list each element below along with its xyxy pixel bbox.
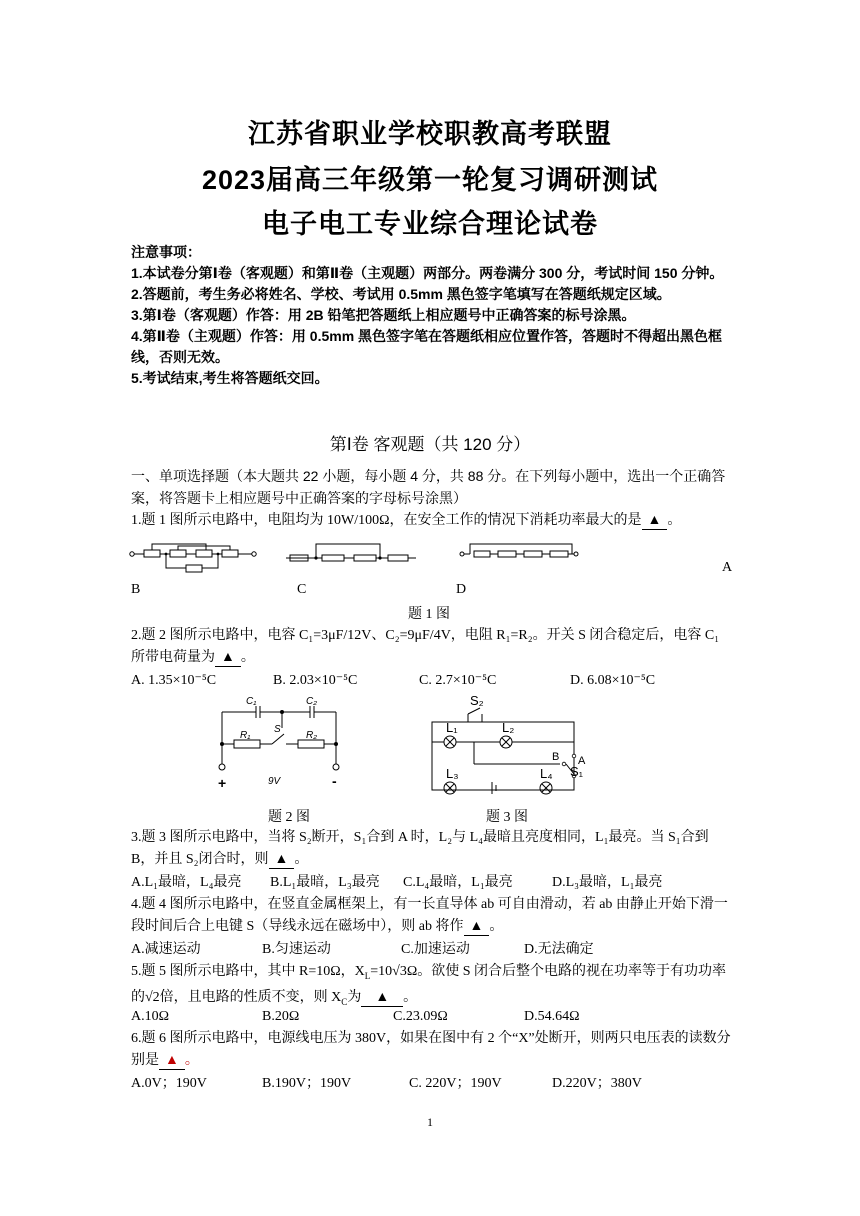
page-number: 1 — [427, 1115, 433, 1129]
option-c[interactable]: C.L₄最暗，L₁最亮 — [403, 875, 513, 890]
q5-text: 5.题 5 图所示电路中，其中 R=10Ω，$X_L=10√3\Omega$。欲使 S 闭合后整个电路的视在功率等于有功功率的√2倍，且电路的性质不变，则 $X_C$为 ▲ 。 — [131, 964, 727, 1007]
q1-figure — [126, 538, 736, 578]
terminal-icon — [130, 552, 134, 556]
answer-blank[interactable]: ▲ — [215, 650, 241, 667]
option-c[interactable]: C.23.09Ω — [393, 1009, 448, 1024]
q1-label-a: A — [722, 560, 733, 575]
option-d[interactable]: D.L₃最暗，L₁最亮 — [552, 875, 663, 890]
q2-text: 2.题 2 图所示电路中，电容 C₁=3μF/12V、C₂=9μF/4V，电阻 R₁=R₂。开关 S 闭合稳定后，电容 C₁所带电荷量为 ▲ 。 — [131, 628, 720, 665]
l3-label: L₃ — [446, 766, 459, 781]
exam-title-line1: 江苏省职业学校职教高考联盟 — [248, 119, 612, 149]
q1-label-c: C — [297, 582, 307, 597]
l4-label: L₄ — [540, 766, 553, 781]
exam-title-line3: 电子电工专业综合理论试卷 — [262, 209, 598, 239]
s-label: S — [274, 724, 281, 735]
q3-caption: 题 3 图 — [486, 810, 528, 825]
answer-blank[interactable]: ▲ — [159, 1053, 185, 1070]
s1-label: S₁ — [570, 764, 584, 779]
q2-circuit-figure — [210, 692, 350, 794]
b-label: B — [552, 751, 560, 763]
q1-text: 1.题 1 图所示电路中，电阻均为 10W/100Ω，在安全工作的情况下消耗功率最大的是 ▲ 。 — [131, 513, 682, 528]
answer-blank[interactable]: ▲ — [464, 919, 490, 936]
l1-label: L₁ — [446, 720, 458, 735]
r2-label: R₂ — [306, 730, 318, 741]
r1-label: R₁ — [240, 730, 251, 741]
section-title: 第Ⅰ卷 客观题（共 120 分） — [329, 435, 531, 454]
option-a[interactable]: A.减速运动 — [131, 942, 201, 957]
q1-label-b: B — [131, 582, 141, 597]
option-a[interactable]: A. 1.35×10⁻⁵C — [131, 673, 217, 688]
minus-label: - — [332, 773, 337, 789]
option-d[interactable]: D.无法确定 — [524, 942, 594, 957]
voltage-label: 9V — [268, 776, 281, 787]
option-b[interactable]: B.20Ω — [262, 1009, 300, 1024]
c1-label: C₁ — [246, 696, 257, 707]
note-3: 3.第Ⅰ卷（客观题）作答：用 2B 铅笔把答题纸上相应题号中正确答案的标号涂黑。 — [131, 307, 636, 323]
option-d[interactable]: D.220V；380V — [552, 1076, 642, 1091]
answer-blank[interactable]: ▲ — [361, 990, 403, 1007]
option-b[interactable]: B. 2.03×10⁻⁵C — [273, 673, 358, 688]
switch-s2-icon — [468, 708, 480, 714]
option-b[interactable]: B.L₁最暗，L₃最亮 — [270, 875, 380, 890]
option-b[interactable]: B.匀速运动 — [262, 942, 331, 957]
l2-label: L₂ — [502, 720, 515, 735]
part1-instructions: 一、单项选择题（本大题共 22 小题，每小题 4 分，共 88 分。在下列每小题中，选出一个正确答案，将答题卡上相应题号中正确答案的字母标号涂黑） — [131, 468, 726, 506]
note-5: 5.考试结束,考生将答题纸交回。 — [131, 370, 329, 386]
option-d[interactable]: D. 6.08×10⁻⁵C — [570, 673, 656, 688]
option-a[interactable]: A.10Ω — [131, 1009, 170, 1024]
q6-text: 6.题 6 图所示电路中，电源线电压为 380V，如果在图中有 2 个“X”处断开，则两只电压表的读数分别是 ▲ 。 — [131, 1031, 731, 1068]
q3-text: 3.题 3 图所示电路中，当将 S₂断开，S₁合到 A 时，L₂与 L₄最暗且亮度相同，L₁最亮。当 S₁合到 B，并且 S₂闭合时，则 ▲ 。 — [131, 830, 709, 867]
answer-blank[interactable]: ▲ — [642, 513, 668, 530]
q3-circuit-figure — [420, 694, 600, 798]
terminal-icon — [219, 764, 225, 770]
option-c[interactable]: C. 2.7×10⁻⁵C — [419, 673, 497, 688]
s2-label: S₂ — [470, 694, 484, 708]
note-4: 4.第Ⅱ卷（主观题）作答：用 0.5mm 黑色签字笔在答题纸相应位置作答，答题时不得超出黑色框线，否则无效。 — [131, 328, 723, 365]
option-a[interactable]: A.L₁最暗，L₄最亮 — [131, 875, 242, 890]
option-c[interactable]: C.加速运动 — [401, 942, 470, 957]
answer-blank[interactable]: ▲ — [269, 852, 295, 869]
q2-caption: 题 2 图 — [268, 810, 310, 825]
c2-label: C₂ — [306, 696, 318, 707]
option-a[interactable]: A.0V；190V — [131, 1076, 207, 1091]
note-2: 2.答题前，考生务必将姓名、学校、考试用 0.5mm 黑色签字笔填写在答题纸规定区域。 — [131, 286, 671, 302]
notes-block — [131, 242, 736, 389]
notes-heading: 注意事项： — [131, 244, 201, 260]
plus-label: + — [218, 775, 227, 791]
q4-text: 4.题 4 图所示电路中，在竖直金属框架上，有一长直导体 ab 可自由滑动，若 ab 由静止开始下滑一段时间后合上电键 S（导线永远在磁场中），则 ab 将作 ▲ 。 — [131, 897, 728, 934]
q1-label-d: D — [456, 582, 467, 597]
q1-caption: 题 1 图 — [408, 607, 450, 622]
option-d[interactable]: D.54.64Ω — [524, 1009, 580, 1024]
a-label: A — [578, 755, 586, 767]
switch-icon — [272, 734, 284, 744]
note-1: 1.本试卷分第Ⅰ卷（客观题）和第Ⅱ卷（主观题）两部分。两卷满分 300 分，考试时间 150 分钟。 — [131, 265, 724, 281]
option-b[interactable]: B.190V；190V — [262, 1076, 352, 1091]
option-c[interactable]: C. 220V；190V — [409, 1076, 502, 1091]
exam-title-line2: 2023届高三年级第一轮复习调研测试 — [201, 165, 659, 195]
